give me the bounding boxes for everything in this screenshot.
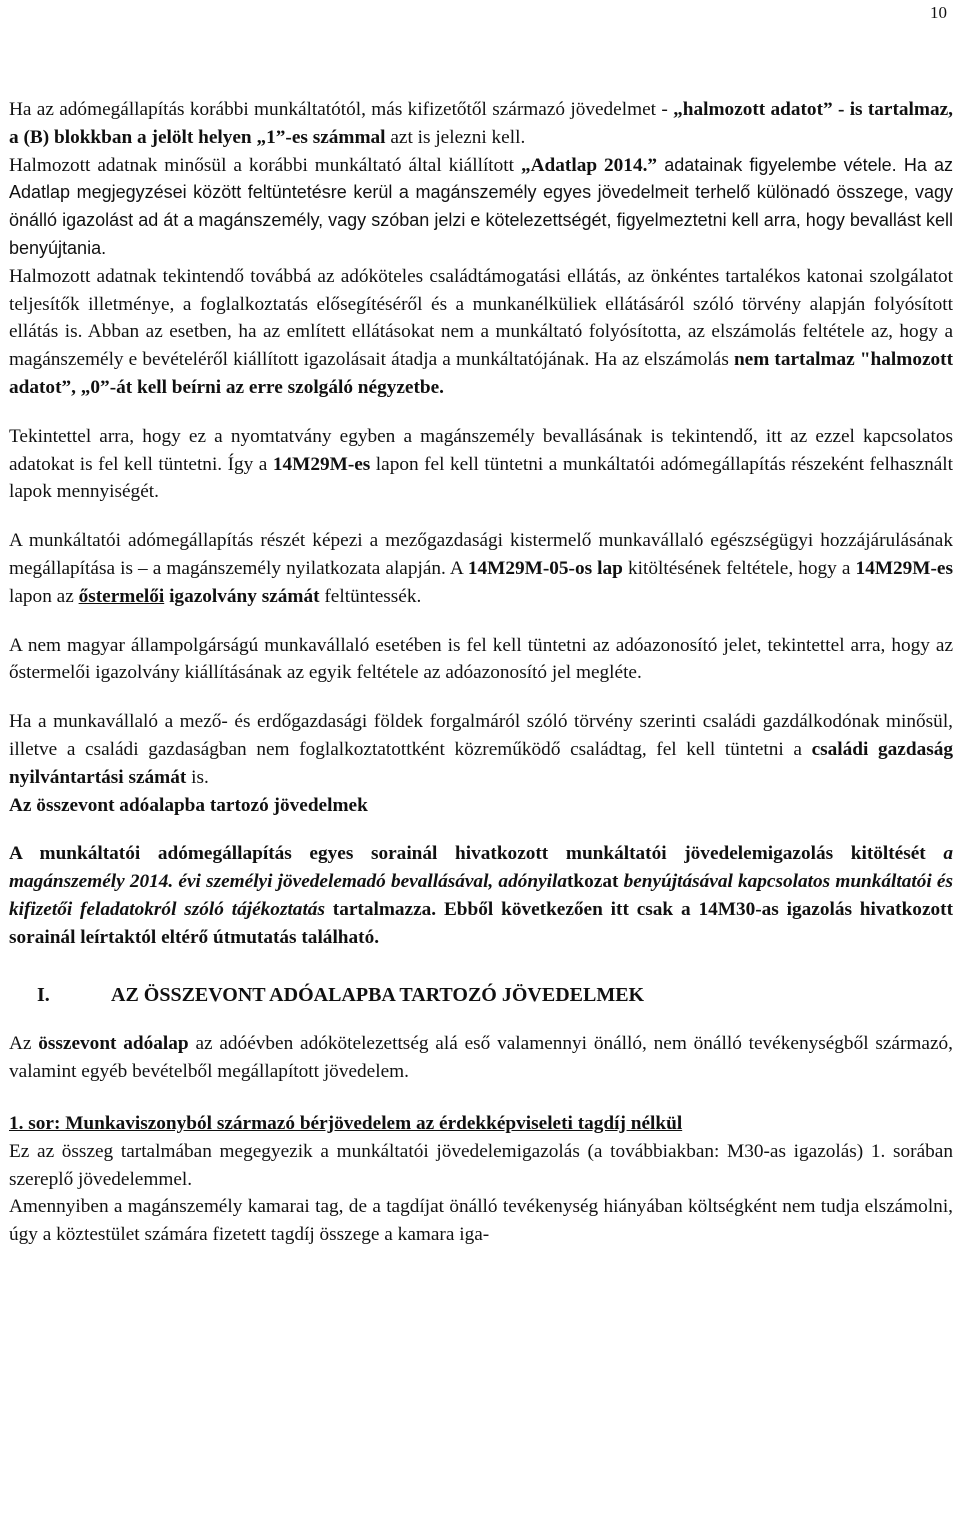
text-run: is. bbox=[186, 766, 209, 788]
text-run: Halmozott adatnak minősül a korábbi munkáltató által kiállított bbox=[9, 154, 521, 176]
underlined-bold-run: őstermelői bbox=[78, 585, 165, 607]
bold-run: összevont adóalap bbox=[38, 1033, 189, 1055]
text-run: lapon az bbox=[9, 585, 79, 607]
text-run: Halmozott adatnak tekintendő továbbá az adóköteles családtámogatási ellátás, az önkéntes tartalékos katonai szolgálatot teljesítők illetménye, a foglalkoztatás elősegítéséről és a munkanélküliek ellátásáról szóló törvény alapján folyósított ellátás is. Abban az esetben, ha az említett ellátásokat nem a munkáltató folyósította, az elszámolás feltétele az, hogy a magánszemély e bevételéről kiállított igazolásait átadja a munkáltatójának. Ha az elszámolás bbox=[9, 265, 953, 371]
page-body bbox=[9, 96, 953, 1249]
text-run: az adóévben adókötelezettség alá eső valamennyi önálló, nem önálló tevékenységből származó, valamint egyéb bevételből megállapított jövedelem. bbox=[9, 1033, 953, 1083]
bold-run: „Adatlap 2014.” bbox=[520, 154, 658, 176]
text-run: Tekintettel arra, hogy ez a nyomtatvány egyben a magánszemély bevallásának is tekintendő, itt az ezzel kapcsolatos adatokat is fel kell tüntetni. Így a bbox=[9, 425, 953, 475]
text-run: Ha a munkavállaló a mező- és erdőgazdasági földek forgalmáról szóló törvény szerinti családi gazdálkodónak minősül, illetve a családi gazdaságban nem foglalkoztatottként közreműködő családtag, fel kell tüntetni a bbox=[9, 711, 953, 760]
bold-run: 14M29M-es bbox=[855, 557, 953, 579]
text-run: lapon fel kell tüntetni a munkáltatói adómegállapítás részeként felhasznált lapok mennyiségét. bbox=[9, 453, 953, 503]
paragraph-adoazonosito: A nem magyar állampolgárságú munkavállaló esetében is fel kell tüntetni az adóazonosító jelet, tekintettel arra, hogy az őstermelői igazolvány kiállításának az egyik feltétele az adóazonosító jel megléte. bbox=[9, 634, 953, 684]
paragraph-nyomtatvany bbox=[9, 423, 953, 506]
bold-run: igazolvány számát bbox=[164, 585, 320, 607]
bold-run: „halmozott adatot” - is tartalmaz, a (B) blokkban a jelölt helyen „1”-es számmal bbox=[9, 99, 953, 148]
text-run: Ez az összeg tartalmában megegyezik a munkáltatói jövedelemigazolás (a továbbiakban: M30-as igazolás) 1. sorában szereplő jövedelemmel. bbox=[9, 1140, 953, 1190]
text-run: kitöltésének feltétele, hogy a bbox=[622, 557, 856, 579]
row1-block bbox=[9, 1110, 953, 1249]
text-run: azt is jelezni kell. bbox=[385, 126, 526, 148]
bold-italic-run: benyújtásával kapcsolatos munkáltatói és kifizetői feladatokról szóló tájékoztatás bbox=[9, 871, 953, 920]
text-run: feltüntessék. bbox=[319, 585, 422, 607]
heading-osszevont-adoalap: Az összevont adóalapba tartozó jövedelmek bbox=[9, 794, 368, 816]
row1-heading: 1. sor: Munkaviszonyból származó bérjövedelem az érdekképviseleti tagdíj nélkül bbox=[9, 1112, 683, 1134]
bold-italic-run: a magánszemély 2014. évi személyi jövedelemadó bevallásával, adónyila bbox=[9, 843, 953, 893]
paragraph-halmozott-adat bbox=[9, 96, 953, 402]
text-run: Amennyiben a magánszemély kamarai tag, de a tagdíjat önálló tevékenység hiányában költségként nem tudja elszámolni, úgy a köztestület számára fizetett tagdíj összege a kamara iga- bbox=[9, 1196, 953, 1246]
paragraph-kistermelo bbox=[9, 527, 953, 610]
text-run: Az bbox=[9, 1033, 39, 1055]
sans-run: adatainak figyelembe vétele. Ha az Adatlap megjegyzései között feltüntetésre kerül a magánszemély egyes jövedelmeit terhelő különadó összege, vagy önálló igazolást ad át a magánszemély, vagy szóban jelzi e kötelezettségét, figyelmeztetni kell arra, hogy bevallást kell benyújtania. bbox=[9, 154, 953, 258]
bold-run: nem tartalmaz "halmozott adatot”, „0”-át kell beírni az erre szolgáló négyzetbe. bbox=[9, 349, 953, 398]
page-number: 10 bbox=[930, 3, 947, 22]
bold-run: 14M29M-es bbox=[272, 453, 371, 475]
section-title: AZ ÖSSZEVONT ADÓALAPBA TARTOZÓ JÖVEDELMEK bbox=[111, 983, 645, 1006]
bold-run: tartalmazza. Ebből következően itt csak a 14M30-as igazolás hivatkozott sorainál leírtaktól eltérő útmutatás található. bbox=[9, 898, 953, 948]
paragraph-csaladi-gazdasag bbox=[9, 708, 953, 791]
bold-run: tkozat bbox=[566, 871, 624, 893]
paragraph-osszevont-adoalap-definicio bbox=[9, 1030, 953, 1086]
section-heading bbox=[9, 982, 953, 1010]
bold-run: családi gazdaság nyilvántartási számát bbox=[9, 738, 954, 788]
paragraph-munkaltatoi-jovedelemigazolas bbox=[9, 840, 953, 951]
section-number: I. bbox=[37, 983, 50, 1006]
text-run: A munkáltatói adómegállapítás részét képezi a mezőgazdasági kistermelő munkavállaló egészségügyi hozzájárulásának megállapítása is – a magánszemély nyilatkozata alapján. A bbox=[9, 530, 953, 579]
text-run: Ha az adómegállapítás korábbi munkáltatótól, más kifizetőtől származó jövedelmet - bbox=[9, 99, 674, 120]
bold-run: A munkáltatói adómegállapítás egyes sorainál hivatkozott munkáltatói jövedelemigazolás kitöltését bbox=[9, 843, 944, 865]
bold-run: 14M29M-05-os lap bbox=[467, 557, 623, 579]
